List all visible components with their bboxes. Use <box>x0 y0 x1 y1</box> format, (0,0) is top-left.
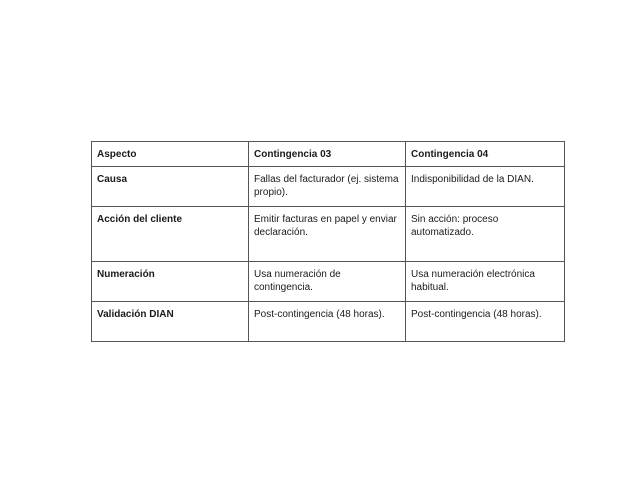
header-aspecto: Aspecto <box>92 142 249 167</box>
row-label: Numeración <box>92 262 249 302</box>
row-label: Causa <box>92 167 249 207</box>
cell-contingencia-03: Post-contingencia (48 horas). <box>249 302 406 342</box>
row-label: Acción del cliente <box>92 207 249 262</box>
table-row-validacion-dian <box>92 302 565 342</box>
cell-contingencia-03: Fallas del facturador (ej. sistema propio). <box>249 167 406 207</box>
row-label: Validación DIAN <box>92 302 249 342</box>
cell-contingencia-04: Usa numeración electrónica habitual. <box>406 262 565 302</box>
table-row-numeracion <box>92 262 565 302</box>
header-contingencia-04: Contingencia 04 <box>406 142 565 167</box>
cell-contingencia-03: Usa numeración de contingencia. <box>249 262 406 302</box>
header-contingencia-03: Contingencia 03 <box>249 142 406 167</box>
contingency-comparison-table <box>91 141 565 342</box>
table-row-causa <box>92 167 565 207</box>
cell-contingencia-04: Post-contingencia (48 horas). <box>406 302 565 342</box>
cell-contingencia-04: Sin acción: proceso automatizado. <box>406 207 565 262</box>
cell-contingencia-03: Emitir facturas en papel y enviar declaración. <box>249 207 406 262</box>
table-header-row <box>92 142 565 167</box>
table-row-accion-del-cliente <box>92 207 565 262</box>
cell-contingencia-04: Indisponibilidad de la DIAN. <box>406 167 565 207</box>
